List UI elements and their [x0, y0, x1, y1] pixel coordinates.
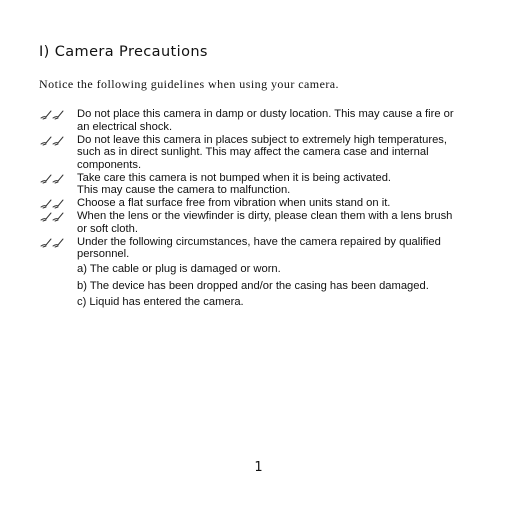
- repair-conditions: [0, 263, 517, 309]
- hand-writing-stroke: [53, 200, 63, 207]
- hand-writing-icon: [40, 236, 66, 248]
- list-item-text: [77, 210, 479, 235]
- list-item: [0, 134, 517, 172]
- hand-writing-stroke: [41, 175, 51, 182]
- hand-writing-stroke: [43, 144, 46, 145]
- hand-writing-stroke: [41, 137, 51, 144]
- hand-writing-stroke: [43, 246, 46, 247]
- list-item-text: [77, 108, 479, 133]
- hand-writing-stroke: [55, 207, 58, 208]
- hand-writing-icon-graphic: [40, 108, 66, 120]
- list-item-line: Under the following circumstances, have the camera repaired by qualified: [77, 235, 441, 248]
- hand-writing-icon-graphic: [40, 172, 66, 184]
- list-item: [0, 108, 517, 133]
- list-item-text: [77, 172, 479, 197]
- list-item: [0, 172, 517, 197]
- list-item-line: or soft cloth.: [77, 222, 138, 235]
- hand-writing-icon-graphic: [40, 210, 66, 222]
- list-item-line: an electrical shock.: [77, 120, 173, 133]
- hand-writing-stroke: [53, 111, 63, 118]
- list-item-line: Choose a flat surface free from vibration when units stand on it.: [77, 197, 391, 210]
- hand-writing-icon: [40, 134, 66, 146]
- list-item-line: components.: [77, 158, 142, 171]
- hand-writing-icon-graphic: [40, 134, 66, 146]
- list-item-line: Do not place this camera in damp or dusty location. This may cause a fire or: [77, 108, 454, 120]
- hand-writing-stroke: [53, 137, 63, 144]
- hand-writing-stroke: [43, 220, 46, 221]
- hand-writing-icon: [40, 210, 66, 222]
- list-item: [0, 236, 517, 261]
- sub-item: b) The device has been dropped and/or the casing has been damaged.: [77, 279, 429, 292]
- hand-writing-stroke: [41, 213, 51, 220]
- hand-writing-stroke: [41, 200, 51, 207]
- hand-writing-stroke: [43, 118, 46, 119]
- hand-writing-icon: [40, 172, 66, 184]
- section-heading: I) Camera Precautions: [39, 44, 208, 60]
- list-item: [0, 210, 517, 235]
- list-item-text: [77, 197, 479, 210]
- page-number: 1: [254, 460, 263, 475]
- precautions-list: [0, 108, 517, 309]
- list-item-line: This may cause the camera to malfunction.: [77, 184, 291, 197]
- hand-writing-stroke: [41, 111, 51, 118]
- hand-writing-stroke: [43, 207, 46, 208]
- list-item: [0, 197, 517, 210]
- hand-writing-icon-graphic: [40, 197, 66, 209]
- hand-writing-stroke: [55, 144, 58, 145]
- hand-writing-icon: [40, 197, 66, 209]
- hand-writing-stroke: [53, 213, 63, 220]
- hand-writing-stroke: [41, 239, 51, 246]
- list-item-line: such as in direct sunlight. This may affect the camera case and internal: [77, 146, 429, 159]
- list-item-line: Do not leave this camera in places subject to extremely high temperatures,: [77, 133, 447, 146]
- hand-writing-stroke: [53, 175, 63, 182]
- intro-text: Notice the following guidelines when using your camera.: [39, 77, 340, 91]
- hand-writing-stroke: [55, 118, 58, 119]
- hand-writing-stroke: [55, 220, 58, 221]
- list-item-text: [77, 236, 479, 261]
- sub-item: a) The cable or plug is damaged or worn.: [77, 263, 281, 276]
- list-item-line: Take care this camera is not bumped when it is being activated.: [77, 171, 392, 184]
- sub-item: c) Liquid has entered the camera.: [77, 296, 244, 309]
- hand-writing-stroke: [55, 246, 58, 247]
- list-item-text: [77, 134, 479, 172]
- hand-writing-stroke: [43, 182, 46, 183]
- hand-writing-stroke: [55, 182, 58, 183]
- hand-writing-icon: [40, 108, 66, 120]
- list-item-line: personnel.: [77, 248, 130, 261]
- list-item-line: When the lens or the viewfinder is dirty, please clean them with a lens brush: [77, 210, 453, 223]
- hand-writing-icon-graphic: [40, 236, 66, 248]
- hand-writing-stroke: [53, 239, 63, 246]
